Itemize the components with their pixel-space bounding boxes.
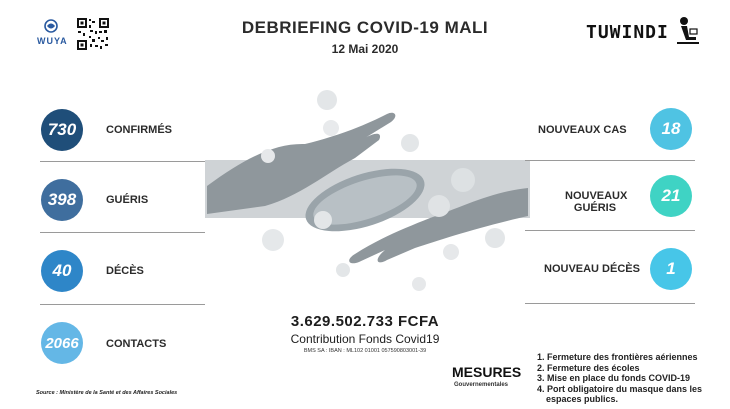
divider xyxy=(40,232,205,233)
fund-amount: 3.629.502.733 FCFA xyxy=(290,313,440,330)
reading-person-icon xyxy=(676,15,700,47)
measure-item: 3. Mise en place du fonds COVID-19 xyxy=(537,373,691,383)
new-recovered-label xyxy=(565,190,628,214)
fund-label: Contribution Fonds Covid19 xyxy=(290,332,440,346)
new-cases-count-badge: 18 xyxy=(650,108,692,150)
new-recovered-label-line2: GUÉRIS xyxy=(573,202,617,214)
new-death-count-badge: 1 xyxy=(650,248,692,290)
measure-item: 2. Fermeture des écoles xyxy=(537,362,640,373)
confirmed-label: CONFIRMÉS xyxy=(106,124,172,136)
divider xyxy=(40,161,205,162)
new-recovered-count-badge: 21 xyxy=(650,175,692,217)
source-note: Source : Ministère de la Santé et des Affaires Sociales xyxy=(36,390,178,396)
page-title: DEBRIEFING COVID-19 MALI xyxy=(241,18,489,37)
measures-subtitle: Gouvernementales xyxy=(454,382,509,388)
measure-item: 1. Fermeture des frontières aériennes xyxy=(537,352,698,362)
measure-item: espaces publics. xyxy=(546,394,619,404)
measure-item: 4. Port obligatoire du masque dans les xyxy=(537,383,703,394)
recovered-label: GUÉRIS xyxy=(106,194,149,206)
wuya-logo-text: WUYA xyxy=(37,36,68,46)
deaths-label: DÉCÈS xyxy=(106,265,144,277)
contacts-label: CONTACTS xyxy=(106,338,167,350)
divider xyxy=(525,160,695,161)
new-recovered-label-line1: NOUVEAUX xyxy=(565,190,628,202)
confirmed-count-badge: 730 xyxy=(41,109,83,151)
bank-details: BMS SA : IBAN : ML102 01001 057590803001-39 xyxy=(303,348,427,354)
report-date: 12 Mai 2020 xyxy=(331,42,399,56)
divider xyxy=(40,304,205,305)
recovered-count-badge: 398 xyxy=(41,179,83,221)
tuwindi-logo-text: TUWINDI xyxy=(586,22,669,43)
measures-list xyxy=(537,352,727,405)
new-death-label: NOUVEAU DÉCÈS xyxy=(544,263,640,275)
new-cases-label: NOUVEAUX CAS xyxy=(538,124,627,136)
hand-washing-illustration xyxy=(205,88,530,298)
deaths-count-badge: 40 xyxy=(41,250,83,292)
divider xyxy=(525,303,695,304)
contacts-count-badge: 2066 xyxy=(41,322,83,364)
measures-title: MESURES xyxy=(452,364,522,380)
divider xyxy=(525,230,695,231)
